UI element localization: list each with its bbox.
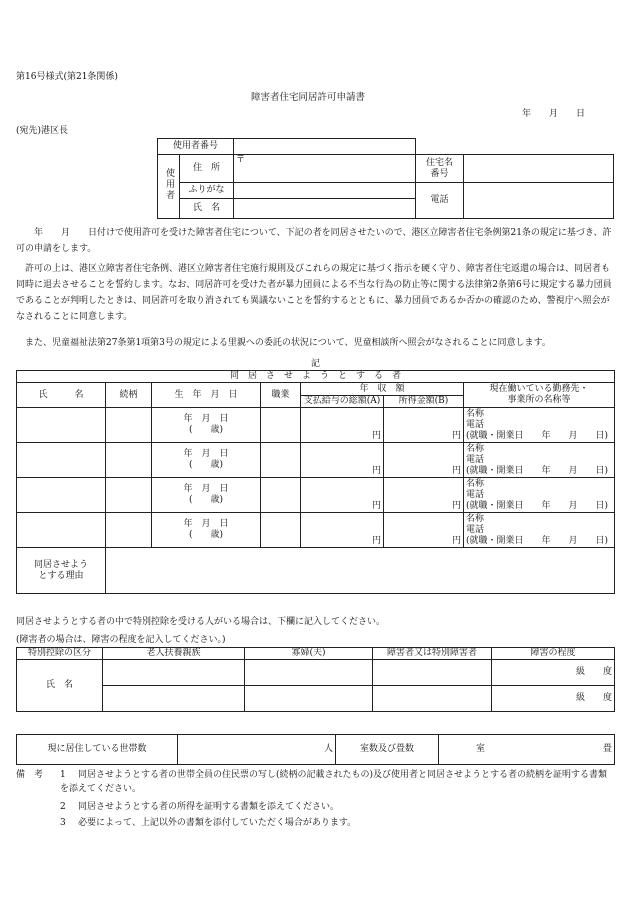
disability-note: (障害者の場合は、障害の程度を記入してください。) [16,635,226,645]
cohabitant-job-field[interactable] [261,408,301,443]
disability-degree-header: 障害の程度 [492,648,615,660]
cohabitant-birth-field[interactable]: 年 月 日 ( 歳) [152,408,261,443]
household-table [16,734,615,765]
name-label: 氏 名 [180,199,234,219]
ki-heading: 記 [311,359,321,369]
cohabitant-birth-field[interactable]: 年 月 日 ( 歳) [152,443,261,478]
disability-degree-field[interactable]: 級 度 [492,660,615,686]
reason-field[interactable] [106,548,615,594]
cohabitant-table [16,370,615,594]
cohabitant-income-field[interactable]: 円 [384,478,464,513]
phone-field[interactable] [464,183,614,219]
cohabitant-income-field[interactable]: 円 [384,408,464,443]
furigana-field[interactable] [234,183,416,199]
cohabitant-income-field[interactable]: 円 [384,513,464,548]
elder-dependent-header: 老人扶養親族 [103,648,245,660]
cohabitant-job-field[interactable] [261,478,301,513]
cohabitant-birth-field[interactable]: 年 月 日 ( 歳) [152,478,261,513]
cohabitant-work-field[interactable]: 名称 電話 (就職・開業日 年 月 日) [464,443,615,478]
col-income-amount-header: 所得金額(B) [384,396,464,408]
col-work-header: 現在働いている勤務先・ 事業所の名称等 [464,383,615,408]
phone-label: 電話 [416,183,464,219]
address-label: 住 所 [180,155,234,183]
cohabitant-paid-field[interactable]: 円 [301,408,384,443]
user-number-field[interactable] [234,139,416,155]
address-field[interactable] [234,155,416,183]
elder-dependent-field[interactable] [103,660,245,686]
elder-dependent-field[interactable] [103,686,245,712]
cohabitant-relation-field[interactable] [106,443,152,478]
disabled-header: 障害者又は特別障害者 [373,648,492,660]
page-title: 障害者住宅同居許可申請書 [251,92,366,103]
col-name-header: 氏 名 [17,383,106,408]
housing-number-label: 住宅名 番号 [416,155,464,183]
households-field[interactable]: 人 [178,735,336,765]
rooms-label: 室数及び畳数 [336,735,439,765]
cohabitant-paid-field[interactable]: 円 [301,513,384,548]
pledge-statement: 許可の上は、港区立障害者住宅条例、港区立障害者住宅施行規則及びこれらの規定に基づく指示を硬く守り、障害者住宅返還の場合は、同居者も同時に退去させることを誓約します。なお、同居許可を受けた者が暴力団員による不当な行為の防止等に関する法律第2条第6号に規定する暴力団員であることが判明したときは、同居許可を取り消されても異議ないことを誓約するとともに、暴力団員であるか否かの確認のため、警視庁へ照会がなされることに同意します。 [16,264,612,322]
disabled-field[interactable] [373,686,492,712]
col-relation-header: 続柄 [106,383,152,408]
col-birth-header: 生 年 月 日 [152,383,261,408]
col-job-header: 職業 [261,383,301,408]
cohabitant-paid-field[interactable]: 円 [301,443,384,478]
remark-item: 3 必要によって、上記以外の書類を添付していただく場合があります。 [60,818,357,828]
remarks-label: 備 考 [16,770,44,780]
widow-header: 寡婦(夫) [245,648,373,660]
deduction-name-label: 氏 名 [17,660,103,712]
date-line: 年 月 日 [522,109,586,119]
deduction-table [16,647,615,712]
cohabitant-work-field[interactable]: 名称 電話 (就職・開業日 年 月 日) [464,478,615,513]
consent-statement: また、児童福祉法第27条第1項第3号の規定による里親への委託の状況について、児童相談所へ照会がなされることに同意します。 [25,338,551,348]
reason-label: 同居させよう とする理由 [17,548,106,594]
cohabitant-work-field[interactable]: 名称 電話 (就職・開業日 年 月 日) [464,513,615,548]
cohabitant-name-field[interactable] [17,478,106,513]
form-number: 第16号様式(第21条関係) [16,72,118,82]
user-group-label: 使用者 [158,155,180,219]
cohabitant-relation-field[interactable] [106,408,152,443]
col-income-header: 年 収 額 [301,383,464,396]
households-label: 現に居住している世帯数 [17,735,178,765]
furigana-label: ふりがな [180,183,234,199]
disability-degree-field[interactable]: 級 度 [492,686,615,712]
widow-field[interactable] [245,686,373,712]
col-income-paid-header: 支払給与の総額(A) [301,396,384,408]
deduction-type-header: 特別控除の区分 [17,648,103,660]
disabled-field[interactable] [373,660,492,686]
deduction-note: 同居させようとする者の中で特別控除を受ける人がいる場合は、下欄に記入してください。 [16,617,386,627]
cohabitant-relation-field[interactable] [106,513,152,548]
cohabitant-birth-field[interactable]: 年 月 日 ( 歳) [152,513,261,548]
cohabitant-work-field[interactable]: 名称 電話 (就職・開業日 年 月 日) [464,408,615,443]
remark-item: 2 同居させようとする者の所得を証明する書類を添えてください。 [60,802,340,812]
cohabitant-group-header: 同 居 さ せ よ う と す る 者 [17,371,615,383]
housing-number-field[interactable] [464,155,614,183]
name-field[interactable] [234,199,416,219]
rooms-field[interactable]: 室 畳 [439,735,615,765]
application-statement: 年 月 日付けで使用許可を受けた障害者住宅について、下記の者を同居させたいので、港区立障害者住宅条例第21条の規定に基づき、許可の申請をします。 [16,228,612,254]
cohabitant-relation-field[interactable] [106,478,152,513]
addressee: (宛先)港区長 [16,126,69,136]
user-info-table [157,138,614,219]
remark-item: 1 同居させようとする者の世帯全員の住民票の写し(続柄の記載されたもの)及び使用者と同居させようとする者の続柄を証明する書類を添えてください。 [60,770,608,794]
user-number-label: 使用者番号 [158,139,234,155]
cohabitant-income-field[interactable]: 円 [384,443,464,478]
cohabitant-job-field[interactable] [261,513,301,548]
cohabitant-name-field[interactable] [17,513,106,548]
cohabitant-name-field[interactable] [17,443,106,478]
cohabitant-name-field[interactable] [17,408,106,443]
cohabitant-paid-field[interactable]: 円 [301,478,384,513]
cohabitant-job-field[interactable] [261,443,301,478]
widow-field[interactable] [245,660,373,686]
postal-mark: 〒 [236,155,246,165]
